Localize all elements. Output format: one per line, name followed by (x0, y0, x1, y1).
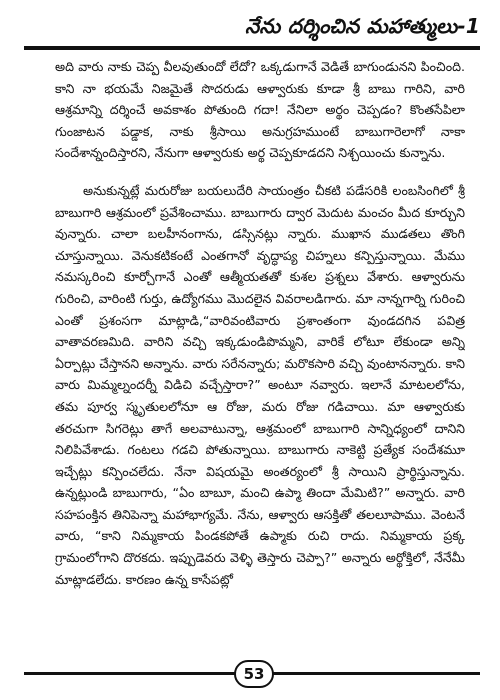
running-header (24, 10, 480, 46)
header-rule (24, 46, 480, 50)
header-title: నేను దర్శించిన మహాత్ములు-1 (245, 14, 480, 38)
page-number: 53 (243, 665, 265, 683)
page-number-badge (234, 660, 274, 688)
body-text (55, 56, 465, 652)
paragraph-1: అది వారు నాకు చెప్ప వీలవుతుందో లేదో? ఒక్కడుగానే వెడితే బాగుండునని పించింది. కాని నా భయమే నిజమైతే సొదరుడు ఆళ్వారుకు కూడా శ్రీ బాబు గారిని, వారి ఆశ్రమాన్ని దర్శించే అవకాశం పోతుంది గదా! నేనిలా అర్థం చెప్పడం? కొంతసేపిలా గుంజాటన పడ్డాక, నాకు శ్రీసాయి అనుగ్రహముంటే బాబుగారెలాగో నాకా సందేశాన్నందిస్తారని, నేనుగా ఆళ్వారుకు అర్థ చెప్పకూడదని నిశ్చయించు కున్నాను. (55, 59, 465, 161)
paragraph-2: అనుకున్నట్లే మరురోజు బయలుదేరి సాయంత్రం చీకటి పడేసరికి లంబసింగిలో శ్రీ బాబుగారి ఆశ్రమంలో ప్రవేశించాము. బాబుగారు ద్వార మెదుట మంచం మీద కూర్చుని వున్నారు. చాలా బలహీనంగాను, డస్సినట్లు న్నారు. ముఖాన ముడతలు తొంగి చూస్తున్నాయి. వెనుకటికంటే ఎంతగానో వృద్ధాప్య చిహ్నలు కన్పిస్తున్నాయి. మేము నమస్కరించి కూర్చోగానే ఎంతో ఆత్మీయతతో కుశల ప్రశ్నలు వేశారు. ఆళ్వారును గురించి, వారింటి గుర్తు, ఉద్యోగము మొదలైన వివరాలడిగారు. మా నాన్నగార్ని గురించి ఎంతో ప్రశంసగా మాట్లాడి,“వారివంటివారు ప్రశాంతంగా వుండదగిన పవిత్ర వాతావరణమిది. వారిని వచ్చి ఇక్కడుండిపొమ్మని, వారికే లోటూ లేకుండా అన్ని ఏర్పాట్లు చేస్తానని అన్నాను. వారు సరేనన్నారు; మరొకసారి వచ్చి వుంటానన్నారు. కాని వారు మిమ్మల్నందర్నీ విడిచి వచ్చేస్తారా?” అంటూ నవ్వారు. ఇలానే మాటలలోను, తమ పూర్వ స్మృతులలోనూ ఆ రోజు, మరు రోజు గడిచాయి. మా ఆళ్వారుకు తరచుగా సిగరెట్లు తాగే అలవాటున్నా, ఆశ్రమంలో బాబుగారి సాన్నిధ్యంలో దానిని నిలిపివేశాడు. గంటలు గడచి పోతున్నాయి. బాబుగారు నాకెట్టి ప్రత్యేక సందేశమూ ఇచ్చేట్లు కన్పించలేదు. నేనా విషయమై అంతర్యంలో శ్రీ సాయిని ప్రార్థిస్తున్నాను. ఉన్నట్లుండి బాబుగారు, “ఏం బాబూ, మంచి ఉప్మా తిందా మేమిటి?” అన్నారు. వారి సహపంక్తిన తినిపెన్నా మహాభాగ్యమే. నేను, ఆళ్వారు ఆసక్తితో తలలూపాము. వెంటనే వారు, “కాని నిమ్మకాయ పిండకపోతే ఉప్మాకు రుచి రాదు. నిమ్మకాయ ప్రక్క గ్రామంలోగాని దొరకదు. ఇప్పుడెవరు వెళ్ళి తెస్తారు చెప్పా?” అన్నారు అర్థోక్తిలో, నేనేమీ మాట్లాడలేదు. కారణం ఉన్న కాసేపట్లో (55, 182, 465, 587)
page-footer (24, 660, 480, 690)
